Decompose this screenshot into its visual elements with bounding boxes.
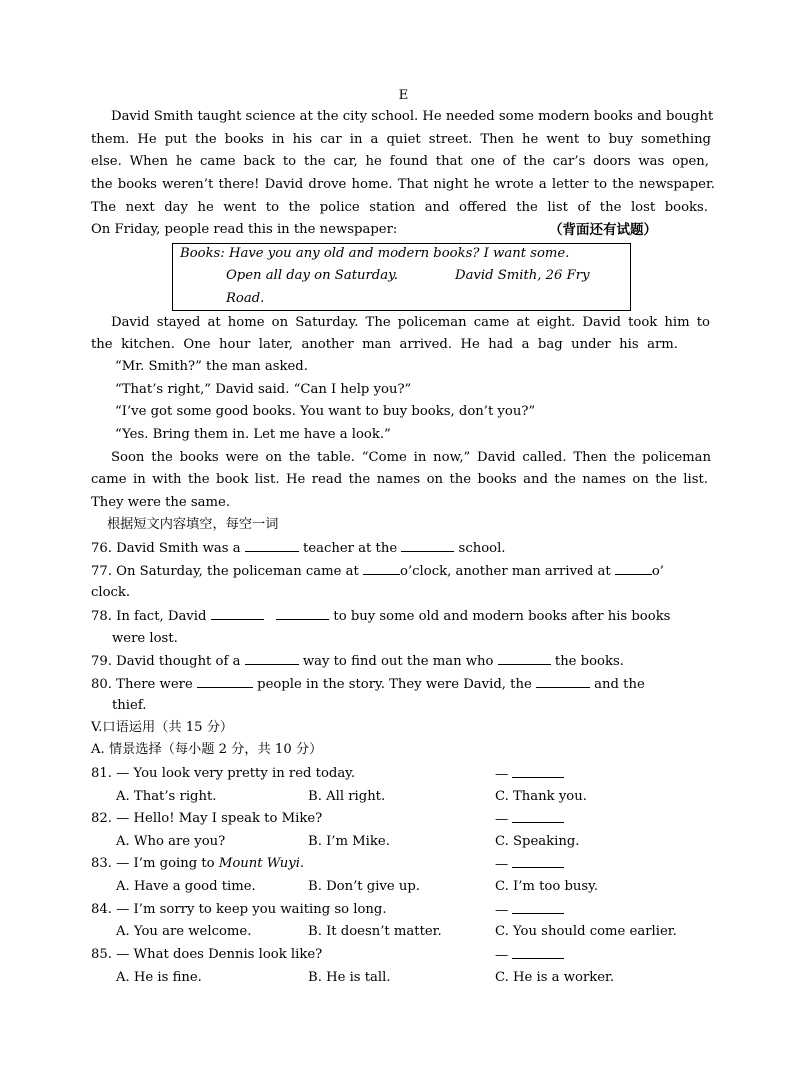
option-c[interactable]: C. Speaking. <box>495 834 580 849</box>
answer-blank[interactable] <box>276 605 329 620</box>
section-letter: E <box>398 88 409 103</box>
option-a[interactable]: A. He is fine. <box>116 970 202 985</box>
question-81-stem: 81. — You look very pretty in red today. <box>91 766 356 781</box>
passage-line: came in with the book list. He read the names on the books and the names on the list. <box>91 472 708 487</box>
option-c[interactable]: C. He is a worker. <box>495 970 615 985</box>
answer-blank[interactable] <box>197 673 253 688</box>
option-b[interactable]: B. Don’t give up. <box>308 879 420 894</box>
dialogue-line: “Mr. Smith?” the man asked. <box>115 359 308 374</box>
passage-line: David stayed at home on Saturday. The policeman came at eight. David took him to <box>111 315 710 330</box>
question-79: 79. David thought of a way to find out the man who the books. <box>91 650 716 673</box>
option-b[interactable]: B. All right. <box>308 789 386 804</box>
answer-blank[interactable] <box>245 650 299 665</box>
answer-blank[interactable] <box>512 944 564 959</box>
question-78: 78. In fact, David to buy some old and modern books after his books <box>91 605 716 628</box>
passage-line: the kitchen. One hour later, another man arrived. He had a bag under his arm. <box>91 337 678 352</box>
question-83-stem: 83. — I’m going to Mount Wuyi. <box>91 856 305 871</box>
question-85-stem: 85. — What does Dennis look like? <box>91 947 323 962</box>
answer-blank[interactable] <box>512 853 564 868</box>
passage-line: the books weren’t there! David drove home. That night he wrote a letter to the newspaper. <box>91 177 715 192</box>
answer-blank[interactable] <box>498 650 551 665</box>
question-78-continued: were lost. <box>112 631 178 646</box>
question-76: 76. David Smith was a teacher at the school. <box>91 537 716 560</box>
ad-line: Road. <box>226 291 265 306</box>
option-a[interactable]: A. Have a good time. <box>116 879 256 894</box>
answer-blank[interactable] <box>615 560 652 575</box>
answer-slot: — <box>495 808 564 831</box>
option-a[interactable]: A. You are welcome. <box>116 924 252 939</box>
question-80-continued: thief. <box>112 698 147 713</box>
answer-slot: — <box>495 853 564 876</box>
option-a[interactable]: A. Who are you? <box>116 834 226 849</box>
answer-blank[interactable] <box>512 763 564 778</box>
ad-line: Open all day on Saturday. <box>226 268 398 283</box>
answer-blank[interactable] <box>401 537 454 552</box>
section-a-heading: A. 情景选择（每小题 2 分，共 10 分） <box>91 742 323 757</box>
ad-line: Books: Have you any old and modern books? I want some. <box>180 246 570 261</box>
question-82-stem: 82. — Hello! May I speak to Mike? <box>91 811 323 826</box>
answer-blank[interactable] <box>211 605 264 620</box>
question-77-continued: clock. <box>91 585 131 600</box>
answer-blank[interactable] <box>512 899 564 914</box>
option-b[interactable]: B. He is tall. <box>308 970 391 985</box>
option-a[interactable]: A. That’s right. <box>116 789 217 804</box>
answer-blank[interactable] <box>245 537 299 552</box>
option-c[interactable]: C. You should come earlier. <box>495 924 677 939</box>
option-c[interactable]: C. Thank you. <box>495 789 587 804</box>
section-v-heading: V.口语运用（共 15 分） <box>91 720 234 735</box>
option-c[interactable]: C. I’m too busy. <box>495 879 599 894</box>
answer-blank[interactable] <box>512 808 564 823</box>
passage-line: The next day he went to the police station and offered the list of the lost books. <box>91 200 708 215</box>
option-b[interactable]: B. I’m Mike. <box>308 834 390 849</box>
passage-line: else. When he came back to the car, he found that one of the car’s doors was open, <box>91 154 709 169</box>
passage-line: On Friday, people read this in the newspaper: <box>91 222 398 237</box>
answer-blank[interactable] <box>536 673 590 688</box>
instruction: 根据短文内容填空，每空一词 <box>107 517 279 532</box>
back-page-note: （背面还有试题） <box>549 222 657 238</box>
dialogue-line: “That’s right,” David said. “Can I help you?” <box>115 382 412 397</box>
question-80: 80. There were people in the story. They were David, the and the <box>91 673 716 696</box>
option-b[interactable]: B. It doesn’t matter. <box>308 924 442 939</box>
question-84-stem: 84. — I’m sorry to keep you waiting so long. <box>91 902 387 917</box>
ad-line: David Smith, 26 Fry <box>455 268 590 283</box>
answer-slot: — <box>495 944 564 967</box>
answer-blank[interactable] <box>363 560 400 575</box>
answer-slot: — <box>495 899 564 922</box>
dialogue-line: “I’ve got some good books. You want to buy books, don’t you?” <box>115 404 536 419</box>
dialogue-line: “Yes. Bring them in. Let me have a look.” <box>115 427 391 442</box>
passage-line: They were the same. <box>91 495 231 510</box>
passage-line: them. He put the books in his car in a quiet street. Then he went to buy something <box>91 132 711 147</box>
passage-line: David Smith taught science at the city school. He needed some modern books and bought <box>111 109 714 124</box>
question-77: 77. On Saturday, the policeman came at o’clock, another man arrived at o’ <box>91 560 716 583</box>
passage-line: Soon the books were on the table. “Come in now,” David called. Then the policeman <box>111 450 711 465</box>
answer-slot: — <box>495 763 564 786</box>
